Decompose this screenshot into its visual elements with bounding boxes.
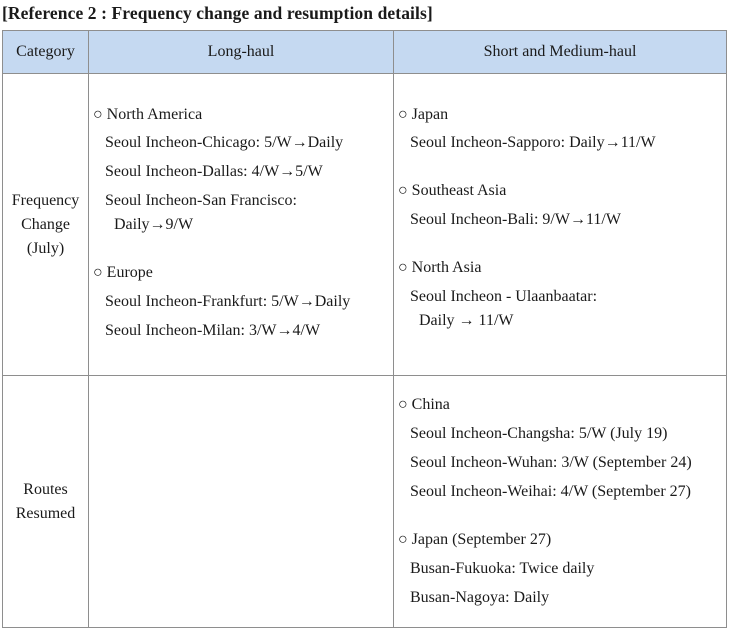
route-changsha: Seoul Incheon-Changsha: 5/W (July 19) [410,425,668,442]
category-frequency-change [3,74,89,376]
document-title: [Reference 2 : Frequency change and resumption details] [2,3,433,23]
frequency-change-row [3,74,727,376]
resumed-long-haul-cell [89,376,394,628]
header-category: Category [3,31,89,74]
route-san-francisco: Seoul Incheon-San Francisco: [105,192,297,209]
route-wuhan: Seoul Incheon-Wuhan: 3/W (September 24) [410,454,692,471]
region-japan: ○ Japan [398,106,449,123]
region-europe: ○ Europe [93,264,153,281]
header-row [3,31,727,74]
region-north-asia: ○ North Asia [398,259,482,276]
category-july-label: (July) [26,239,65,257]
category-change-label: Change [21,215,70,233]
route-chicago: Seoul Incheon-Chicago: 5/W→Daily [105,134,344,151]
frequency-long-haul-cell [89,74,394,376]
route-milan: Seoul Incheon-Milan: 3/W→4/W [105,322,321,339]
header-short-medium-haul: Short and Medium-haul [394,31,727,74]
resumed-short-medium-cell [394,376,727,628]
category-frequency-label: Frequency [11,191,80,209]
routes-resumed-row [3,376,727,628]
route-san-francisco-change: Daily→9/W [114,216,194,233]
category-routes-resumed [3,376,89,628]
category-resumed-label: Resumed [15,504,76,522]
region-southeast-asia: ○ Southeast Asia [398,182,507,199]
category-routes-label: Routes [23,480,68,498]
frequency-table [2,30,727,628]
header-long-haul: Long-haul [89,31,394,74]
route-nagoya: Busan-Nagoya: Daily [410,589,550,606]
route-frankfurt: Seoul Incheon-Frankfurt: 5/W→Daily [105,293,351,310]
region-japan-resumed: ○ Japan (September 27) [398,531,552,548]
route-weihai: Seoul Incheon-Weihai: 4/W (September 27) [410,483,691,500]
route-sapporo: Seoul Incheon-Sapporo: Daily→11/W [410,134,656,151]
region-china: ○ China [398,396,450,413]
route-ulaanbaatar: Seoul Incheon - Ulaanbaatar: [410,288,598,305]
route-dallas: Seoul Incheon-Dallas: 4/W→5/W [105,163,323,180]
frequency-short-medium-cell [394,74,727,376]
region-north-america: ○ North America [93,106,203,123]
route-fukuoka: Busan-Fukuoka: Twice daily [410,560,595,577]
route-ulaanbaatar-change: Daily → 11/W [419,312,514,329]
route-bali: Seoul Incheon-Bali: 9/W→11/W [410,211,621,228]
